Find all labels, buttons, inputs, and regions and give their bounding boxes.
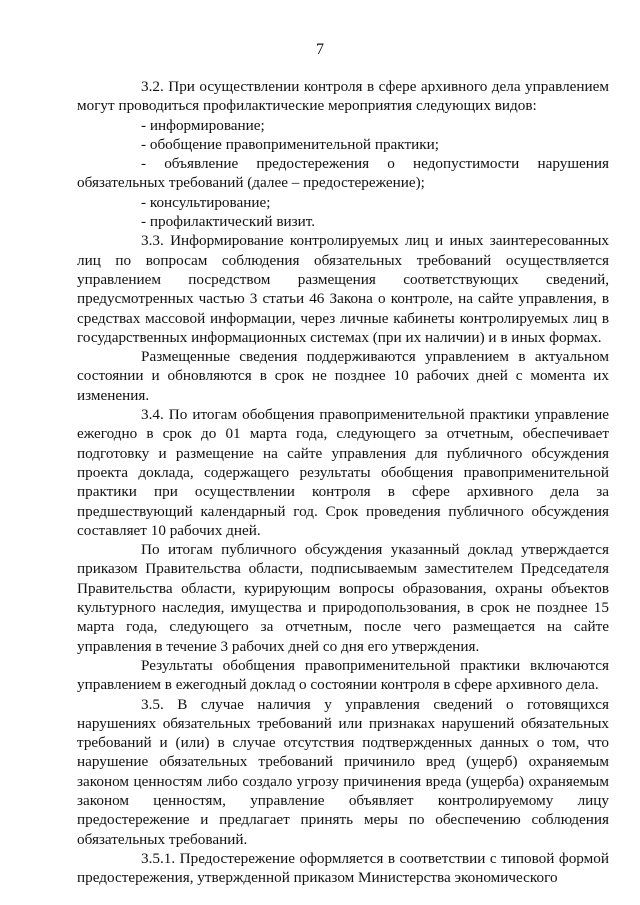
paragraph-3-3-info-updates: Размещенные сведения поддерживаются управлением в актуальном состоянии и обновляются в срок не позднее 10 рабочих дней с момента их изменения. xyxy=(77,348,609,404)
list-item-consulting: - консультирование; xyxy=(141,193,271,211)
paragraph-3-3: 3.3. Информирование контролируемых лиц и иных заинтересованных лиц по вопросам соблюдения обязательных требований осуществляется управлением посредством размещения соответствующих сведений, предусмотренных частью 3 статьи 46 Закона о контроле, на сайте управления, в средствах массовой информации, через личные кабинеты контролируемых лиц в государственных информационных системах (при их наличии) и в иных формах. xyxy=(77,232,609,346)
list-item-informing: - информирование; xyxy=(141,116,265,134)
page-number: 7 xyxy=(316,41,324,58)
paragraph-3-5: 3.5. В случае наличия у управления сведений о готовящихся нарушениях обязательных требований или признаках нарушений обязательных требований и (или) в случае отсутствия подтвержденных данных о том, что нарушение обязательных требований причинило вред (ущерб) охраняемым законом ценностям либо создало угрозу причинения вреда (ущерба) охраняемым законом ценностям, управление объявляет контролируемому лицу предостережение и предлагает принять меры по обеспечению соблюдения обязательных требований. xyxy=(77,695,609,848)
paragraph-3-4: 3.4. По итогам обобщения правоприменительной практики управление ежегодно в срок до 01 марта года, следующего за отчетным, обеспечивает подготовку и размещение на сайте управления для публичного обсуждения проекта доклада, содержащего результаты обобщения правоприменительной практики при осуществлении контроля в сфере архивного дела за предшествующий календарный год. Срок проведения публичного обсуждения составляет 10 рабочих дней. xyxy=(77,406,609,539)
list-item-warning: - объявление предостережения о недопустимости нарушения обязательных требований (далее – предостережение); xyxy=(77,155,609,192)
paragraph-3-2: 3.2. При осуществлении контроля в сфере архивного дела управлением могут проводиться профилактические мероприятия следующих видов: xyxy=(77,78,609,115)
list-item-preventive-visit: - профилактический визит. xyxy=(141,213,316,231)
paragraph-3-4-results: Результаты обобщения правоприменительной практики включаются управлением в ежегодный доклад о состоянии контроля в сфере архивного дела. xyxy=(77,656,609,694)
list-item-generalization: - обобщение правоприменительной практики; xyxy=(141,135,439,153)
paragraph-3-4-approval: По итогам публичного обсуждения указанный доклад утверждается приказом Правительства области, подписываемым заместителем Председателя Правительства области, курирующим вопросы образования, охраны объектов культурного наследия, имущества и природопользования, в срок не позднее 15 марта года, следующего за отчетным, после чего размещается на сайте управления в течение 3 рабочих дней со дня его утверждения. xyxy=(77,541,609,655)
document-body xyxy=(77,77,609,887)
paragraph-3-5-1: 3.5.1. Предостережение оформляется в соответствии с типовой формой предостережения, утвержденной приказом Министерства экономического xyxy=(77,849,609,887)
